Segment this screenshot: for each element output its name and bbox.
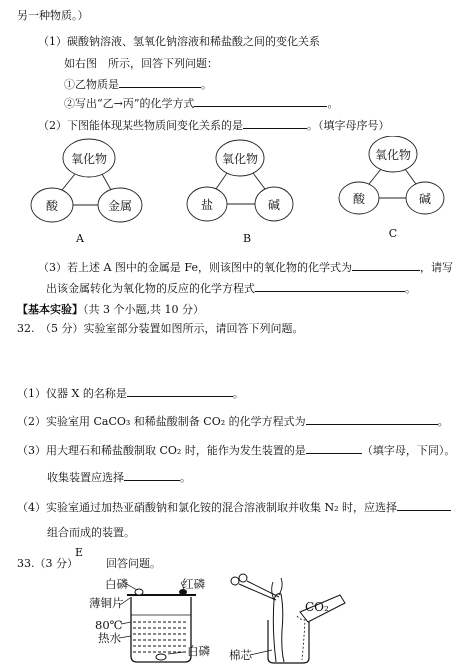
- q1-sub1-prefix: ①乙物质是: [64, 78, 119, 91]
- q1-sub2-prefix: ②写出“乙→丙”的化学方式: [64, 97, 195, 110]
- diagram-c-top-label: 氧化物: [374, 148, 412, 162]
- q3-line1-suffix: ，请写: [419, 261, 453, 274]
- answer-blank[interactable]: [243, 118, 307, 129]
- q32-p4: [17, 500, 451, 515]
- label-temp: 80℃: [95, 618, 123, 632]
- answer-blank[interactable]: [306, 443, 362, 454]
- q1-sub2: [64, 96, 338, 111]
- top-line: 另一种物质。）: [17, 9, 89, 22]
- diagram-c-right-label: 碱: [418, 192, 432, 206]
- diagram-b-right-label: 碱: [267, 198, 281, 212]
- q32-p2-suffix: 。: [437, 415, 449, 428]
- tongs-ring-1: [231, 577, 239, 585]
- q32-p1: [17, 386, 244, 401]
- label-copper: 薄铜片: [89, 596, 124, 610]
- q1-sub1-suffix: 。: [201, 78, 212, 91]
- answer-blank[interactable]: [194, 96, 327, 107]
- wick: [273, 594, 284, 662]
- section-detail: （共 3 个小题,共 10 分）: [83, 303, 204, 316]
- gas-flow: [297, 616, 305, 660]
- q3-line2-suffix: 。: [405, 282, 416, 295]
- q32-p3b: [47, 470, 191, 485]
- diagram-a-left-label: 酸: [45, 199, 59, 213]
- label-white-p-bottom: 白磷: [187, 644, 210, 658]
- diagram-a-top-label: 氧化物: [70, 152, 108, 166]
- diagram-b-caption: B: [242, 232, 252, 245]
- q32-p4-text: （4）实验室通过加热亚硝酸钠和氯化铵的混合溶液制取并收集 N₂ 时，应选择: [17, 501, 398, 514]
- answer-blank[interactable]: [352, 260, 420, 271]
- diagram-b-left-label: 盐: [200, 198, 214, 212]
- q32-p3b-suffix: 。: [180, 471, 191, 484]
- q33-header: [17, 557, 161, 571]
- section-header: [17, 303, 204, 317]
- q2-line: [38, 118, 390, 133]
- q2-suffix: 。（填字母序号）: [307, 119, 390, 132]
- diagram-c-caption: C: [388, 227, 398, 240]
- diagram-a-caption: A: [76, 232, 84, 245]
- diagram-a: [31, 139, 142, 245]
- diagram-c-left-label: 酸: [352, 192, 366, 206]
- diagram-b: [187, 140, 293, 245]
- diagram-b-top-label: 氧化物: [221, 152, 259, 166]
- diagram-c: [339, 136, 444, 240]
- wick-co2-experiment: [229, 574, 345, 663]
- q33-header-suffix: 回答问题。: [106, 557, 161, 570]
- label-white-p-top: 白磷: [105, 577, 128, 591]
- q32-p3-prefix: （3）用大理石和稀盐酸制取 CO₂ 时，能作为发生装置的是: [17, 444, 306, 457]
- q1-line2: 如右图 所示，回答下列问题：: [64, 57, 218, 70]
- section-title: 【基本实验】: [17, 303, 83, 316]
- q32-p2-prefix: （2）实验室用 CaCO₃ 和稀盐酸制备 CO₂ 的化学方程式为: [17, 415, 306, 428]
- white-phosphorus-bottom: [156, 654, 166, 660]
- beaker-combustion: [89, 577, 210, 662]
- q32-p2: [17, 414, 449, 429]
- label-red-p: 红磷: [182, 577, 205, 591]
- q1-line1: （1）碳酸钠溶液、氢氧化钠溶液和稀盐酸之间的变化关系: [38, 35, 320, 48]
- q32-p1-suffix: 。: [232, 387, 244, 400]
- q32-p4b: 组合而成的装置。: [47, 526, 135, 539]
- relationship-diagrams: [0, 136, 467, 248]
- answer-blank[interactable]: [119, 77, 201, 88]
- label-water: 热水: [98, 631, 121, 645]
- tongs-ring-2: [239, 574, 247, 582]
- q1-sub2-suffix: 。: [327, 97, 339, 110]
- answer-blank[interactable]: [124, 470, 180, 481]
- label-co2: CO₂: [305, 600, 329, 614]
- q1-sub1: [64, 77, 212, 92]
- q32-header: 32. （5 分）实验室部分装置如图所示，请回答下列问题。: [17, 322, 304, 335]
- q32-p3b-prefix: 收集装置应选择: [47, 471, 124, 484]
- q32-p3-suffix: （填字母，下同）。: [361, 444, 456, 457]
- hot-water: [133, 622, 188, 652]
- q32-p1-prefix: （1）仪器 X 的名称是: [17, 387, 127, 400]
- answer-blank[interactable]: [255, 281, 405, 292]
- q3-line1-prefix: （3）若上述 A 图中的金属是 Fe，则该图中的氧化物的化学式为: [38, 261, 352, 274]
- label-wick: 棉芯: [229, 648, 252, 662]
- diagram-a-right-label: 金属: [107, 199, 133, 213]
- q32-p3: [17, 443, 455, 458]
- q3-line2-prefix: 出该金属转化为氧化物的反应的化学方程式: [46, 282, 255, 295]
- q33-header-prefix: 33.（3 分）: [17, 557, 78, 570]
- answer-blank[interactable]: [397, 500, 451, 511]
- experiment-apparatus: [0, 570, 467, 665]
- stray-letter-e: E: [75, 546, 84, 559]
- q3-line2: [46, 281, 416, 296]
- q3-line1: [38, 260, 453, 275]
- answer-blank[interactable]: [127, 386, 233, 397]
- q2-prefix: （2）下图能体现某些物质间变化关系的是: [38, 119, 243, 132]
- answer-blank[interactable]: [306, 414, 438, 425]
